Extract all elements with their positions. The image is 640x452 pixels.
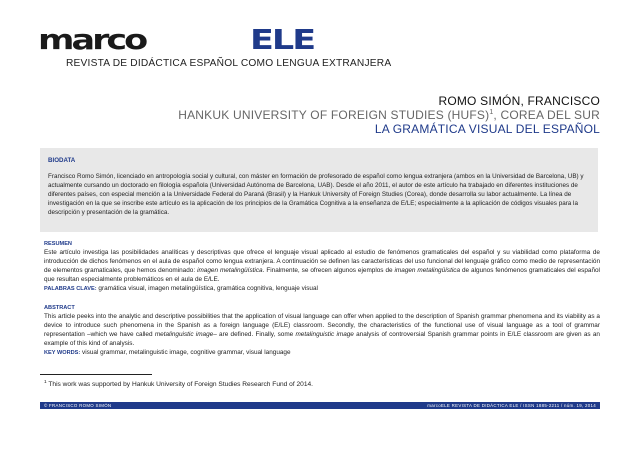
footnote	[44, 380, 313, 388]
footnote-text: This work was supported by Hankuk University of Foreign Studies Research Fund of 2014.	[46, 381, 313, 389]
resumen-term-1: imagen metalingüística	[197, 266, 263, 274]
journal-tagline: REVISTA DE DIDÁCTICA ESPAÑOL COMO LENGUA EXTRANJERA	[66, 58, 392, 69]
abstract-heading: ABSTRACT	[44, 305, 75, 311]
logo-ele-text: ELE	[250, 24, 315, 57]
footer-copyright: © FRANCISCO ROMO SIMÓN	[44, 402, 112, 408]
author-name: ROMO SIMÓN, FRANCISCO	[438, 94, 600, 108]
author-affiliation	[178, 108, 600, 122]
page-footer	[40, 402, 600, 409]
resumen-term-2: imagen metalingüística	[394, 266, 461, 274]
biodata-text: Francisco Romo Simón, licenciado en antropología social y cultural, con máster en formación de profesorado de español como lengua extranjera (ambos en la Universidad de Barcelona, UB) y actualmente cursando un doctorado en filología española (Universidad Autónoma de Barcelona, UAB). Desde el año 2011, el autor de este artículo ha trabajado en diferentes instituciones de diferentes países, con especial mención a la Universidade Federal do Paraná (Brasil) y la Hankuk University of Foreign Studies (Corea), donde desarrolla su labor actualmente. La línea de investigación en la que se inscribe este artículo es la aplicación de los principios de la Gramática Cognitiva a la enseñanza de E/LE; especialmente a la aplicación de códigos visuales para la descripción y presentación de la gramática.	[48, 173, 584, 216]
footnote-ref[interactable]: 1	[489, 109, 494, 116]
resumen-keywords	[44, 285, 600, 294]
resumen-heading: RESUMEN	[44, 241, 72, 247]
university-name: HANKUK UNIVERSITY OF FOREIGN STUDIES (HUFS)	[178, 108, 490, 122]
keywords-values-en: visual grammar, metalinguistic image, cognitive grammar, visual language	[80, 349, 291, 356]
keywords-label: PALABRAS CLAVE:	[44, 286, 97, 292]
footnote-number: 1	[44, 380, 47, 385]
country-name: , COREA DEL SUR	[493, 108, 600, 122]
keywords-label-en: KEY WORDS:	[44, 350, 81, 356]
keywords-values: gramática visual, imagen metalingüística, gramática cognitiva, lenguaje visual	[96, 285, 318, 292]
abstract-text: This article peeks into the analytic and descriptive possibilities that the application of visual language can offer when applied to the description of Spanish grammar phenomena and its viability as a device to introduce such phenomena in the Spanish as a foreign language (E/LE) classroom. Secondly, the characteristics of the functional use of visual language as a tool of grammar representation –which we have called metalinguistic image– are defined. Finally, some metalinguistic image analysis of controversial Spanish grammar points in E/LE classroom are given as an example of this kind of analysis.	[44, 313, 600, 347]
abstract-keywords	[44, 349, 600, 358]
abstract-term-1: metalinguistic image	[154, 330, 214, 338]
biodata-box	[40, 148, 598, 232]
biodata-heading: BIODATA	[48, 157, 76, 164]
footnote-divider	[40, 374, 152, 375]
article-title: LA GRAMÁTICA VISUAL DEL ESPAÑOL	[374, 122, 600, 136]
logo-marco-text: marco	[38, 24, 146, 57]
footer-journal-info: marcoELE REVISTA DE DIDÁCTICA ELE / ISSN 1885-2211 / núm. 19, 2014	[427, 402, 596, 408]
abstract-term-2: metalinguistic image	[295, 330, 354, 338]
resumen-text: Este artículo investiga las posibilidades analíticas y descriptivas que ofrece el lenguaje visual aplicado al estudio de fenómenos gramaticales del español y su viabilidad como plataforma de introducción de dichos fenómenos en el aula de español como lengua extranjera. A continuación se definen las características del uso funcional del lenguaje gráfico como medio de representación de elementos gramaticales, que hemos denominado: imagen metalingüística. Finalmente, se ofrecen algunos ejemplos de imagen metalingüística de algunos fenómenos gramaticales del español que resultan especialmente problemáticos en el aula de E/LE.	[44, 249, 600, 283]
